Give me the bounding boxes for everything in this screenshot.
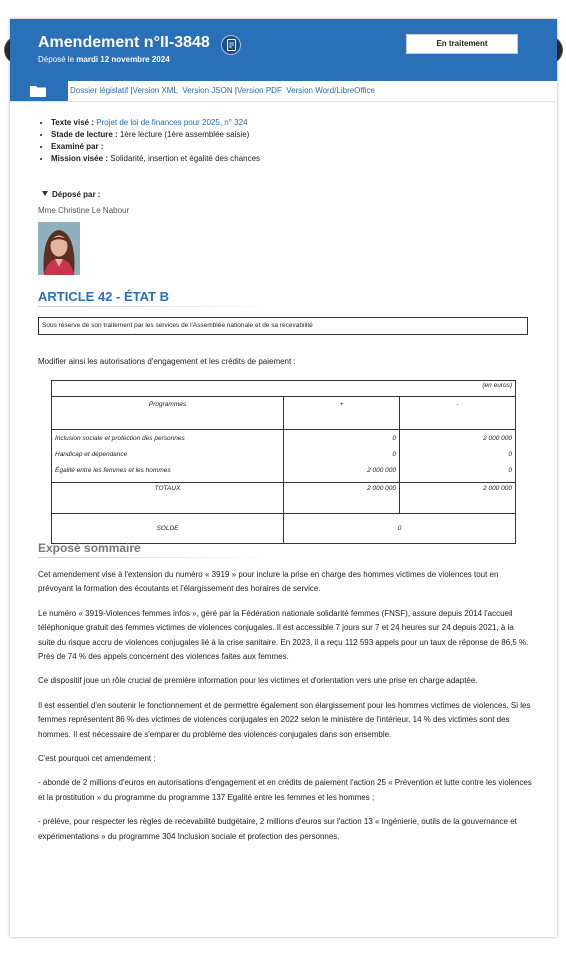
meta-stade: • Stade de lecture : 1ère lecture (1ère assemblée saisie): [51, 129, 260, 141]
solde-label: SOLDE: [52, 514, 284, 544]
amendment-header: [10, 19, 557, 81]
deposit-prefix: Déposé le: [38, 55, 75, 64]
expose-paragraph: - abonde de 2 millions d'euros en autorisations d'engagement et en crédits de paiement l'action 25 « Prévention et lutte contre les violences et la prostitution » du programme du programme 137 Egalité entre les femmes et les hommes ;: [38, 778, 532, 802]
link-version-json[interactable]: Version JSON: [182, 86, 233, 95]
folder-icon: [30, 84, 46, 97]
author-photo: [38, 222, 80, 275]
meta-texte: • Texte visé : Projet de loi de finances pour 2025, n° 324: [51, 117, 260, 129]
link-separator: |: [234, 86, 237, 95]
document-badge-icon[interactable]: [221, 35, 241, 55]
table-unit-row: [52, 381, 516, 397]
expose-title: Exposé sommaire: [38, 541, 141, 555]
credits-table: [51, 380, 516, 544]
triangle-down-icon: [42, 191, 48, 196]
expose-paragraph: Il est essentiel d'en soutenir le fonctionnement et de permettre également son élargissement pour les hommes victimes de violences. Si les femmes représentent 86 % des victimes de violences conjugales en 2022 selon le ministère de l'intérieur, 14 % des victimes sont des hommes. Il est nécessaire de s'emparer du problème des violences conjugales dans son ensemble.: [38, 700, 531, 739]
minus-value: 0: [508, 467, 512, 474]
author-name[interactable]: Mme Christine Le Nabour: [38, 206, 130, 215]
plus-value: 2 000 000: [367, 467, 396, 474]
version-toolbar: [10, 81, 557, 102]
article-intro: Modifier ainsi les autorisations d'engagement et les crédits de paiement :: [38, 357, 296, 366]
link-separator: |: [130, 86, 133, 95]
plus-cell: [284, 430, 400, 483]
header-plus: +: [284, 397, 400, 430]
totals-label: TOTAUX: [52, 483, 284, 514]
expose-paragraph: Le numéro « 3919-Violences femmes infos », géré par la Fédération nationale solidarité femmes (FNSF), assure depuis 2014 l'accueil téléphonique gratuit des femmes victimes de violences conjugales. Il est accessible 7 jours sur 7 et 24 heures sur 24 depuis 2021, à la suite du risque accru de violences conjugales lié à la crise sanitaire. En 2023, il a reçu 112 593 appels pour un taux de réponse de 86,5 %. Près de 74 % des appels concernent des violences faites aux femmes.: [38, 608, 529, 662]
deposit-date: mardi 12 novembre 2024: [76, 55, 170, 64]
minus-value: 2 000 000: [483, 435, 512, 442]
plus-value: 0: [392, 451, 396, 458]
programme-name: Handicap et dépendance: [55, 451, 128, 458]
programme-name: Inclusion sociale et protection des personnes: [55, 435, 185, 442]
plus-value: 0: [392, 435, 396, 442]
link-version-xml[interactable]: Version XML: [132, 86, 178, 95]
totals-plus: 2 000 000: [284, 483, 400, 514]
minus-value: 0: [508, 451, 512, 458]
status-button[interactable]: En traitement: [406, 34, 518, 54]
expose-paragraph: Cet amendement vise à l'extension du numéro « 3919 » pour inclure la prise en charge des hommes victimes de violences tout en prévoyant la formation des écoutants et l'élargissement des horaires de service.: [38, 570, 499, 594]
expose-divider: [38, 557, 278, 558]
meta-examine: • Examiné par :: [51, 141, 260, 153]
totals-row: [52, 483, 516, 514]
article-title: ARTICLE 42 - ÉTAT B: [38, 289, 169, 304]
expose-body: [38, 568, 532, 854]
folder-button[interactable]: [10, 81, 68, 101]
minus-cell: [400, 430, 516, 483]
link-version-pdf[interactable]: Version PDF: [236, 86, 282, 95]
solde-row: [52, 514, 516, 544]
expose-paragraph: - prélève, pour respecter les règles de recevabilité budgétaire, 2 millions d'euros sur l'action 13 « Ingénierie, outils de la gouvernance et expérimentations » du programme 304 Inclusion sociale et protection des personnes.: [38, 817, 517, 841]
expose-paragraph: Ce dispositif joue un rôle crucial de première information pour les victimes et d'orientation vers une prise en charge adaptée.: [38, 676, 478, 686]
article-divider: [38, 306, 278, 307]
amendment-title: Amendement n°II-3848: [38, 34, 210, 51]
programme-name: Égalité entre les femmes et les hommes: [55, 467, 171, 474]
solde-value: 0: [284, 514, 516, 544]
expose-paragraph: C'est pourquoi cet amendement :: [38, 754, 156, 764]
table-row: [52, 430, 516, 483]
depose-toggle[interactable]: Déposé par :: [42, 190, 100, 199]
header-minus: -: [400, 397, 516, 430]
link-version-word[interactable]: Version Word/LibreOffice: [286, 86, 375, 95]
texte-link[interactable]: Projet de loi de finances pour 2025, n° 324: [96, 118, 248, 127]
version-links: [70, 86, 375, 95]
table-header-row: [52, 397, 516, 430]
amendment-page: [10, 19, 557, 937]
programmes-cell: [52, 430, 284, 483]
deposit-date-line: [38, 55, 170, 64]
unit-cell: (en euros): [52, 381, 516, 397]
amendment-metadata: [39, 117, 260, 165]
link-dossier-legislatif[interactable]: Dossier législatif: [70, 86, 129, 95]
recevabilite-notice: Sous réserve de son traitement par les services de l'Assemblée nationale et de sa recevabilité: [38, 317, 528, 335]
totals-minus: 2 000 000: [400, 483, 516, 514]
header-programmes: Programmes: [52, 397, 284, 430]
meta-mission: • Mission visée : Solidarité, insertion et égalité des chances: [51, 153, 260, 165]
